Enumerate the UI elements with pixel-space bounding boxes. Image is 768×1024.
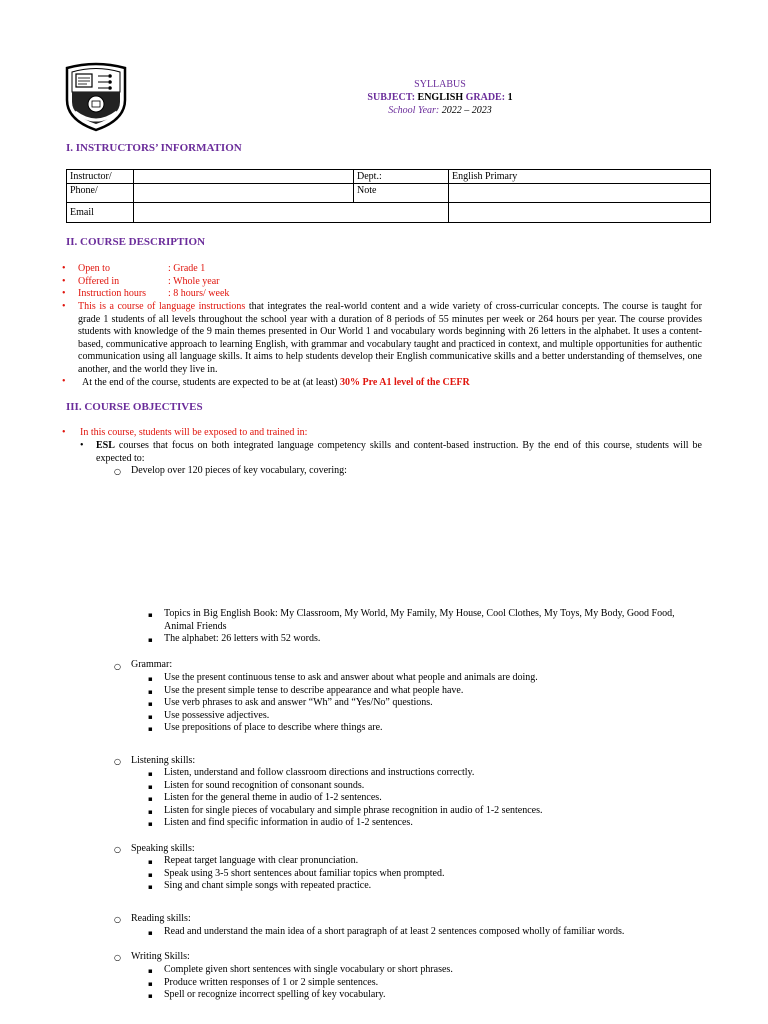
square-bullet: ▪ — [148, 611, 153, 619]
document-header — [300, 78, 580, 117]
square-bullet: ▪ — [148, 725, 153, 734]
list-item: Topics in Big English Book: My Classroom, My World, My Family, My House, Cool Clothes, My Toys, My Body, Good Food, Animal Friends — [164, 608, 675, 632]
vocab-heading: Develop over 120 pieces of key vocabulary, covering: — [131, 465, 347, 476]
list-item: Listen, understand and follow classroom directions and instructions correctly. — [164, 767, 475, 778]
square-bullet: ▪ — [148, 883, 153, 892]
list-item: Use the present simple tense to describe appearance and what people have. — [164, 684, 464, 696]
bullet-dot: • — [62, 276, 66, 287]
bullet-dot: • — [62, 288, 66, 299]
square-bullet: ▪ — [148, 636, 153, 644]
bullet-dot: • — [62, 301, 66, 312]
circle-bullet: ○ — [114, 953, 121, 962]
esl-paragraph: ESL courses that focus on both integrated language competency skills and content-based instruction. By the end of this course, students will be expected to: — [96, 440, 702, 464]
offered-in-line: Offered in : Whole year — [78, 276, 220, 287]
square-bullet: ▪ — [148, 929, 153, 937]
instructor-label: Instructor/ — [67, 170, 134, 184]
instructor-info-table — [66, 169, 711, 223]
dept-label: Dept.: — [354, 170, 449, 184]
school-crest-logo — [63, 62, 129, 132]
square-bullet: ▪ — [148, 870, 153, 879]
square-bullet: ▪ — [148, 782, 153, 791]
note-value — [449, 184, 711, 203]
circle-bullet: ○ — [114, 915, 121, 924]
square-bullet: ▪ — [148, 992, 153, 1001]
list-item: Listen for the general theme in audio of 1-2 sentences. — [164, 792, 382, 804]
square-bullet: ▪ — [148, 979, 153, 988]
square-bullet: ▪ — [148, 967, 153, 975]
school-year-line: School Year: 2022 – 2023 — [388, 105, 492, 116]
list-item: Listen for sound recognition of consonant sounds. — [164, 779, 365, 791]
listening-heading: Listening skills: — [131, 755, 196, 766]
list-item: Complete given short sentences with single vocabulary or short phrases. — [164, 964, 453, 975]
syllabus-title: SYLLABUS — [414, 79, 466, 90]
grammar-heading: Grammar: — [131, 659, 173, 670]
list-item: Use verb phrases to ask and answer “Wh” and “Yes/No” questions. — [164, 697, 433, 709]
section-heading-objectives: III. COURSE OBJECTIVES — [66, 401, 203, 413]
open-to-line: Open to : Grade 1 — [78, 263, 206, 274]
circle-bullet: ○ — [114, 662, 121, 671]
reading-heading: Reading skills: — [131, 913, 191, 924]
list-item: Produce written responses of 1 or 2 simple sentences. — [164, 976, 379, 988]
square-bullet: ▪ — [148, 687, 153, 696]
instructor-value — [134, 170, 354, 184]
list-item: Listen for single pieces of vocabulary and simple phrase recognition in audio of 1-2 sentences. — [164, 804, 543, 816]
square-bullet: ▪ — [148, 712, 153, 721]
phone-value — [134, 184, 354, 203]
list-item: Repeat target language with clear pronunciation. — [164, 855, 359, 866]
subject-line: SUBJECT: ENGLISH GRADE: 1 — [367, 92, 513, 103]
list-item: Use possessive adjectives. — [164, 709, 270, 721]
square-bullet: ▪ — [148, 675, 153, 683]
list-item: Read and understand the main idea of a short paragraph of at least 2 sentences composed wholly of familiar words. — [164, 926, 625, 937]
section-heading-instructors: I. INSTRUCTORS’ INFORMATION — [66, 142, 242, 154]
bullet-dot: • — [80, 440, 84, 451]
objectives-intro: In this course, students will be exposed to and trained in: — [80, 427, 308, 438]
circle-bullet: ○ — [114, 757, 121, 766]
email-extra — [449, 203, 711, 223]
list-item: Spell or recognize incorrect spelling of key vocabulary. — [164, 989, 386, 1001]
bullet-dot: • — [62, 427, 66, 438]
list-item: Use the present continuous tense to ask and answer about what people and animals are doing. — [164, 672, 538, 683]
email-value — [134, 203, 449, 223]
writing-heading: Writing Skills: — [131, 951, 190, 962]
square-bullet: ▪ — [148, 770, 153, 778]
bullet-dot: • — [62, 376, 66, 387]
list-item: Speak using 3-5 short sentences about familiar topics when prompted. — [164, 867, 445, 879]
circle-bullet: ○ — [114, 845, 121, 854]
section-heading-description: II. COURSE DESCRIPTION — [66, 236, 206, 248]
speaking-heading: Speaking skills: — [131, 843, 195, 854]
hours-line: Instruction hours : 8 hours/ week — [78, 288, 230, 299]
square-bullet: ▪ — [148, 700, 153, 709]
list-item: Listen and find specific information in audio of 1-2 sentences. — [164, 817, 413, 829]
bullet-dot: • — [62, 263, 66, 274]
square-bullet: ▪ — [148, 858, 153, 866]
course-description-paragraph: This is a course of language instructions that integrates the real-world content and a wide variety of cross-curricular concepts. The course is taught for grade 1 students of all levels throughout the school year with a duration of 8 periods of 55 minutes per week or 264 hours per year. The course provides students with knowledge of the 9 main themes presented in Our World 1 and vocabulary words beginning with 26 letters in the alphabet. It uses a content-based, communicative approach to learning English, with grammar and vocabulary taught and practiced in context, and multiple opportunities for authentic communication using all language skills. It aims to help students develop their English communicative skills and a better understanding of themselves, one another, and the world they live in. — [78, 301, 703, 375]
circle-bullet: ○ — [114, 467, 121, 476]
note-label: Note — [354, 184, 449, 203]
phone-label: Phone/ — [67, 184, 134, 203]
list-item: The alphabet: 26 letters with 52 words. — [164, 633, 321, 644]
email-label: Email — [67, 203, 134, 223]
square-bullet: ▪ — [148, 807, 153, 816]
dept-value: English Primary — [449, 170, 711, 184]
square-bullet: ▪ — [148, 820, 153, 829]
list-item: Sing and chant simple songs with repeated practice. — [164, 880, 372, 892]
square-bullet: ▪ — [148, 795, 153, 804]
list-item: Use prepositions of place to describe where things are. — [164, 722, 383, 734]
cefr-line: At the end of the course, students are expected to be at (at least) 30% Pre A1 level of the CEFR — [82, 377, 470, 388]
